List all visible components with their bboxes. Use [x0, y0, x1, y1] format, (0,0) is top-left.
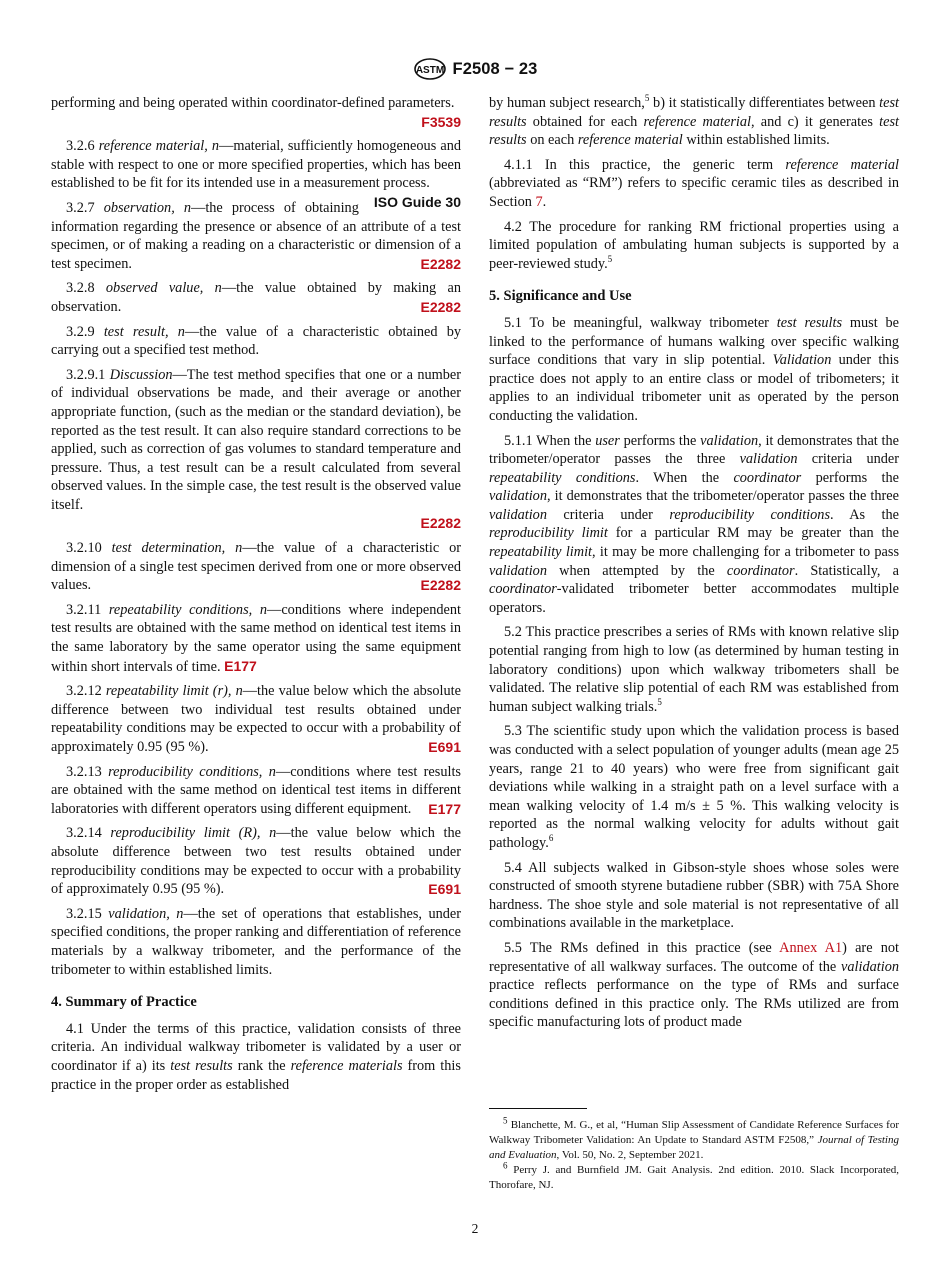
- ref-link[interactable]: F3539: [421, 113, 461, 130]
- definition-3-2-12: 3.2.12 repeatability limit (r), n—the value below which the absolute difference between two individual test results obtained under repeatability conditions may be expected to occur with a probability of approximately 0.95 (95 %). E691: [51, 683, 461, 755]
- page-number: 2: [471, 1221, 479, 1236]
- paragraph-5-2: 5.2 This practice prescribes a series of RMs with known relative slip potential ranging from high to low (as determined by human testing in laboratory conditions) upon which walkway tribometers shall be validated. The relative slip potential of each RM was established from human subject walking trials.$^5$: [489, 624, 899, 715]
- section-heading-5: 5. Significance and Use: [489, 288, 632, 305]
- ref-link[interactable]: E2282: [420, 515, 461, 532]
- paragraph-4-1: 4.1 Under the terms of this practice, validation consists of three criteria. An individual walkway tribometer is validated by a user or coordinator if a) its test results rank the reference materials from this practice in the proper order as established: [51, 1020, 462, 1093]
- definition-3-2-14: 3.2.14 reproducibility limit (R), n—the value below which the absolute difference between two test results obtained under reproducibility conditions may be expected to occur with a probability of approximately 0.95 (95 %). E691: [51, 825, 461, 898]
- definition-3-2-6: 3.2.6 reference material, n—material, sufficiently homogeneous and stable with respect to one or more specified properties, which has been established to be fit for its intended use in a measurement process. ISO Guide 30: [51, 138, 462, 210]
- svg-text:ASTM: ASTM: [415, 65, 444, 76]
- definition-3-2-15: 3.2.15 validation, n—the set of operations that establishes, under specified conditions, the proper ranking and differentiation of reference materials by a walkway tribometer, and the performance of the tribometer to within established limits.: [51, 905, 462, 978]
- discussion-3-2-9-1: 3.2.9.1 Discussion—The test method specifies that one or a number of individual observations be made, and their average or another appropriate function, (such as the median or the standard deviation), be reported as the test result. It can also require standard corrections to be applied, such as correction of gas volumes to standard temperature and pressure. Thus, a test result can be a result calculated from several observed values. In the simple case, the test result is the observed value itself.: [51, 366, 461, 513]
- ref-link[interactable]: E691: [428, 739, 461, 755]
- ref-link[interactable]: E2282: [420, 577, 461, 594]
- paragraph-5-1-1: 5.1.1 When the user performs the validation, it demonstrates that the tribometer/operator passes the three validation criteria under repeatability conditions. When the coordinator performs the validation, it demonstrates that the tribometer/operator passes the three validation criteria under reproducibility conditions. As the reproducibility limit for a particular RM may be greater than the repeatability limit, it may be more challenging for a tribometer to pass validation when attempted by the coordinator. Statistically, a coordinator-validated tribometer better accommodates multiple operators.: [489, 432, 900, 616]
- definition-3-2-8: 3.2.8 observed value, n—the value obtained by making an observation. E2282: [51, 280, 461, 315]
- page-header: [0, 58, 950, 80]
- section-heading-4: 4. Summary of Practice: [51, 994, 197, 1011]
- definition-3-2-7: 3.2.7 observation, n—the process of obtaining information regarding the presence or absence of an attribute of a test specimen, or of making a reading on a characteristic or dimension of a test specimen. E2282: [51, 199, 461, 272]
- definition-3-2-11: 3.2.11 repeatability conditions, n—conditions where independent test results are obtained with the same method on identical test items in the same laboratory by the same operator using the same equipment within short intervals of time. E177: [51, 601, 462, 675]
- designation: F2508 − 23: [452, 59, 538, 78]
- paragraph-5-1: 5.1 To be meaningful, walkway tribometer test results must be linked to the performance of humans walking over specific walking surface conditions that vary in slip potential. Validation under this practice does not apply to an entire class or model of tribometers; it applies to an individual tribometer unit as operated by the person conducting the validation.: [489, 314, 899, 424]
- paragraph-4-2: 4.2 The procedure for ranking RM frictional properties using a limited population of ambulating human subjects is supported by a peer-reviewed study.$^5$: [489, 218, 899, 272]
- paragraph-5-4: 5.4 All subjects walked in Gibson-style shoes whose soles were constructed of smooth styrene butadiene rubber (SBR) with 75A Shore hardness. The shoe style and sole material is not representative of all combinations available in the marketplace.: [489, 859, 899, 932]
- definition-3-2-13: 3.2.13 reproducibility conditions, n—conditions where test results are obtained with the same method on identical test items in different laboratories with different operators using different equipment. E177: [51, 763, 461, 817]
- ref-link[interactable]: E2282: [420, 255, 461, 272]
- footnote-6: $^6$ Perry J. and Burnfield JM. Gait Analysis. 2nd edition. 2010. Slack Incorporated, Thorofare, NJ.: [489, 1160, 900, 1191]
- paragraph-continued: performing and being operated within coordinator-defined parameters. F3539: [51, 95, 461, 130]
- paragraph-5-3: 5.3 The scientific study upon which the validation process is based was conducted with a select population of younger adults (mean age 25 years, range 21 to 40 years) who were free from significant gait deviations while walking in a straight path on a level surface with a mean walking velocity of 1.4 m/s ± 5 %. This walking velocity is reported as the normal walking velocity for adults without gait pathology.$^6$: [489, 723, 899, 851]
- footnote-divider: [489, 1108, 587, 1109]
- paragraph-5-5: 5.5 The RMs defined in this practice (see Annex A1) are not representative of all walkway surfaces. The outcome of the validation practice reflects performance on the type of RMs and surface conditions defined in this practice only. The RMs utilized are from specific manufacturing lots of product made: [489, 939, 900, 1031]
- ref-link[interactable]: E177: [428, 800, 461, 817]
- left-column: [51, 94, 461, 1100]
- right-column: [489, 94, 899, 1038]
- footnotes: [489, 1115, 900, 1193]
- ref-link[interactable]: E2282: [420, 298, 461, 315]
- ref-link: ISO Guide 30: [373, 193, 461, 210]
- ref-link[interactable]: E691: [428, 881, 461, 898]
- footnote-5: $^5$ Blanchette, M. G., et al, “Human Slip Assessment of Candidate Reference Surfaces for Walkway Tribometer Validation: An Update to Standard ASTM F2508,” Journal of Testing and Evaluation, Vol. 50, No. 2, September 2021.: [489, 1115, 900, 1161]
- paragraph-continued: by human subject research,$^5$ b) it statistically differentiates between test results obtained for each reference material, and c) it generates test results on each reference material within established limits.: [489, 93, 900, 149]
- annex-link[interactable]: Annex A1: [779, 939, 843, 956]
- section-link[interactable]: 7: [535, 193, 543, 210]
- ref-link[interactable]: E177: [224, 657, 257, 674]
- paragraph-4-1-1: 4.1.1 In this practice, the generic term reference material (abbreviated as “RM”) refers to specific ceramic tiles as described in Section 7.: [489, 156, 900, 210]
- definition-3-2-10: 3.2.10 test determination, n—the value of a characteristic or dimension of a single test specimen derived from one or more observed values. E2282: [51, 540, 461, 594]
- astm-logo: [413, 58, 447, 80]
- definition-3-2-9: 3.2.9 test result, n—the value of a characteristic obtained by carrying out a specified test method.: [51, 323, 461, 359]
